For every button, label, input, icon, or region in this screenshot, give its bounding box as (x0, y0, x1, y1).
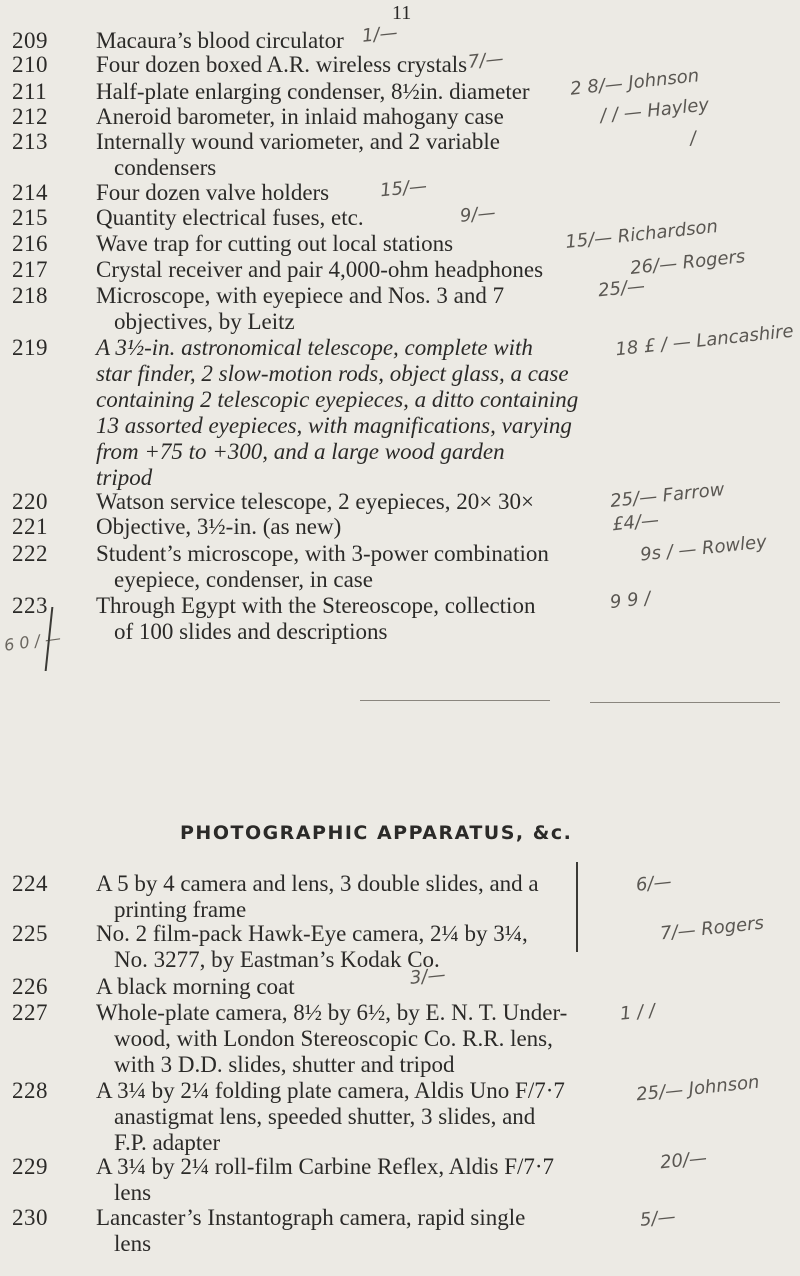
handwritten-price: 9 9 / (609, 587, 652, 614)
lot-number: 214 (12, 180, 48, 205)
pencil-rule (590, 702, 780, 703)
lot-description (96, 1205, 596, 1257)
handwritten-price: / (688, 127, 698, 150)
lot-description (96, 180, 596, 206)
page-number: 11 (392, 2, 412, 24)
margin-note: 6 0 / — (2, 628, 63, 655)
lot-description (96, 921, 596, 973)
lot-description-line: lens (114, 1180, 152, 1205)
handwritten-price: / / — Hayley (599, 94, 711, 127)
handwritten-price: 7/— Rogers (659, 912, 765, 945)
lot-description (96, 205, 596, 231)
lot-number: 219 (12, 335, 48, 360)
lot-description-line: Objective, 3½-in. (as new) (96, 514, 342, 539)
handwritten-price: 1 / / (618, 1000, 657, 1025)
handwritten-price: 25/— Johnson (635, 1071, 761, 1106)
lot-description (96, 593, 596, 645)
lot-description-line: objectives, by Leitz (114, 309, 295, 334)
lot-description (96, 283, 596, 335)
lot-description-line: A 3¼ by 2¼ folding plate camera, Aldis Uno F/7·7 (96, 1078, 565, 1103)
lot-description-line: with 3 D.D. slides, shutter and tripod (114, 1052, 455, 1077)
handwritten-price: £4/— (611, 509, 660, 536)
lot-description-line: A 5 by 4 camera and lens, 3 double slides, and a (96, 871, 539, 896)
lot-description-line: Macaura’s blood circulator (96, 28, 344, 53)
lot-number: 224 (12, 871, 48, 896)
lot-number: 227 (12, 1000, 48, 1025)
lot-description-line: condensers (114, 155, 217, 180)
lot-number: 211 (12, 79, 48, 104)
handwritten-price: 3/— (408, 964, 447, 989)
lot-description-line: printing frame (114, 897, 247, 922)
lot-description (96, 257, 596, 283)
lot-description-line: Half-plate enlarging condenser, 8½in. diameter (96, 79, 530, 104)
pencil-rule (360, 700, 550, 701)
lot-description-line: A 3¼ by 2¼ roll-film Carbine Reflex, Aldis F/7·7 (96, 1154, 555, 1179)
lot-number: 212 (12, 104, 48, 129)
handwritten-price: 15/— (379, 175, 428, 202)
lot-description (96, 104, 596, 130)
lot-number: 222 (12, 541, 48, 566)
handwritten-price: 2 8/— Johnson (569, 65, 701, 100)
lot-number: 230 (12, 1205, 48, 1230)
lot-description-line: wood, with London Stereoscopic Co. R.R. lens, (114, 1026, 553, 1051)
section-heading: PHOTOGRAPHIC APPARATUS, &c. (180, 822, 573, 844)
handwritten-price: 1/— (360, 22, 399, 47)
lot-description-line: F.P. adapter (114, 1130, 221, 1155)
lot-description (96, 79, 596, 105)
lot-description (96, 1000, 596, 1078)
lot-description-line: star finder, 2 slow-motion rods, object glass, a case (96, 361, 569, 386)
lot-description (96, 129, 596, 181)
lot-description-line: Wave trap for cutting out local stations (96, 231, 454, 256)
lot-description (96, 28, 596, 54)
lot-number: 213 (12, 129, 48, 154)
lot-description-line: Quantity electrical fuses, etc. (96, 205, 364, 230)
lot-number: 229 (12, 1154, 48, 1179)
lot-description (96, 1154, 596, 1206)
lot-description-line: Four dozen valve holders (96, 180, 330, 205)
handwritten-price: 25/— (597, 275, 646, 302)
lot-description-line: 13 assorted eyepieces, with magnifications, varying (96, 413, 572, 438)
handwritten-price: 15/— Richardson (564, 216, 719, 253)
lot-description-line: A black morning coat (96, 974, 295, 999)
lot-description-line: No. 2 film-pack Hawk-Eye camera, 2¼ by 3¼, (96, 921, 528, 946)
lot-description-line: eyepiece, condenser, in case (114, 567, 373, 592)
lot-number: 210 (12, 52, 48, 77)
lot-number: 218 (12, 283, 48, 308)
handwritten-price: 9/— (458, 202, 497, 227)
lot-number: 226 (12, 974, 48, 999)
lot-number: 209 (12, 28, 48, 53)
handwritten-price: 9s / — Rowley (639, 531, 768, 566)
handwritten-price: 18 £ / — Lancashire (614, 320, 795, 361)
lot-description-line: Internally wound variometer, and 2 variable (96, 129, 500, 154)
handwritten-price: 7/— (466, 48, 505, 73)
lot-description (96, 52, 596, 78)
lot-description-line: Lancaster’s Instantograph camera, rapid single (96, 1205, 526, 1230)
lot-number: 225 (12, 921, 48, 946)
handwritten-price: 20/— (659, 1147, 708, 1174)
lot-number: 215 (12, 205, 48, 230)
lot-description-line: Student’s microscope, with 3-power combination (96, 541, 549, 566)
lot-description (96, 871, 596, 923)
lot-number: 216 (12, 231, 48, 256)
lot-description-line: from +75 to +300, and a large wood garden (96, 439, 505, 464)
lot-description (96, 231, 596, 257)
lot-description (96, 335, 596, 491)
lot-number: 217 (12, 257, 48, 282)
lot-description-line: of 100 slides and descriptions (114, 619, 388, 644)
lot-description (96, 1078, 596, 1156)
lot-description-line: Microscope, with eyepiece and Nos. 3 and 7 (96, 283, 505, 308)
handwritten-price: 5/— (638, 1206, 677, 1231)
lot-description-line: anastigmat lens, speeded shutter, 3 slides, and (114, 1104, 536, 1129)
lot-description-line: Whole-plate camera, 8½ by 6½, by E. N. T. Under- (96, 1000, 568, 1025)
lot-description (96, 489, 596, 515)
lot-description-line: containing 2 telescopic eyepieces, a ditto containing (96, 387, 579, 412)
lot-number: 223 (12, 593, 48, 618)
lot-description (96, 514, 596, 540)
lot-number: 220 (12, 489, 48, 514)
lot-description-line: Four dozen boxed A.R. wireless crystals (96, 52, 468, 77)
lot-description-line: Aneroid barometer, in inlaid mahogany case (96, 104, 504, 129)
lot-description-line: lens (114, 1231, 152, 1256)
lot-description-line: Through Egypt with the Stereoscope, collection (96, 593, 536, 618)
lot-description (96, 541, 596, 593)
handwritten-price: 25/— Farrow (609, 479, 726, 512)
lot-description-line: No. 3277, by Eastman’s Kodak Co. (114, 947, 440, 972)
lot-description-line: Crystal receiver and pair 4,000-ohm headphones (96, 257, 544, 282)
lot-number: 221 (12, 514, 48, 539)
lot-description-line: Watson service telescope, 2 eyepieces, 20× 30× (96, 489, 534, 514)
lot-description-line: A 3½-in. astronomical telescope, complete with (96, 335, 533, 360)
lot-description-line: tripod (96, 465, 153, 490)
handwritten-price: 26/— Rogers (629, 246, 747, 279)
handwritten-price: 6/— (634, 871, 673, 896)
lot-number: 228 (12, 1078, 48, 1103)
lot-description (96, 974, 596, 1000)
